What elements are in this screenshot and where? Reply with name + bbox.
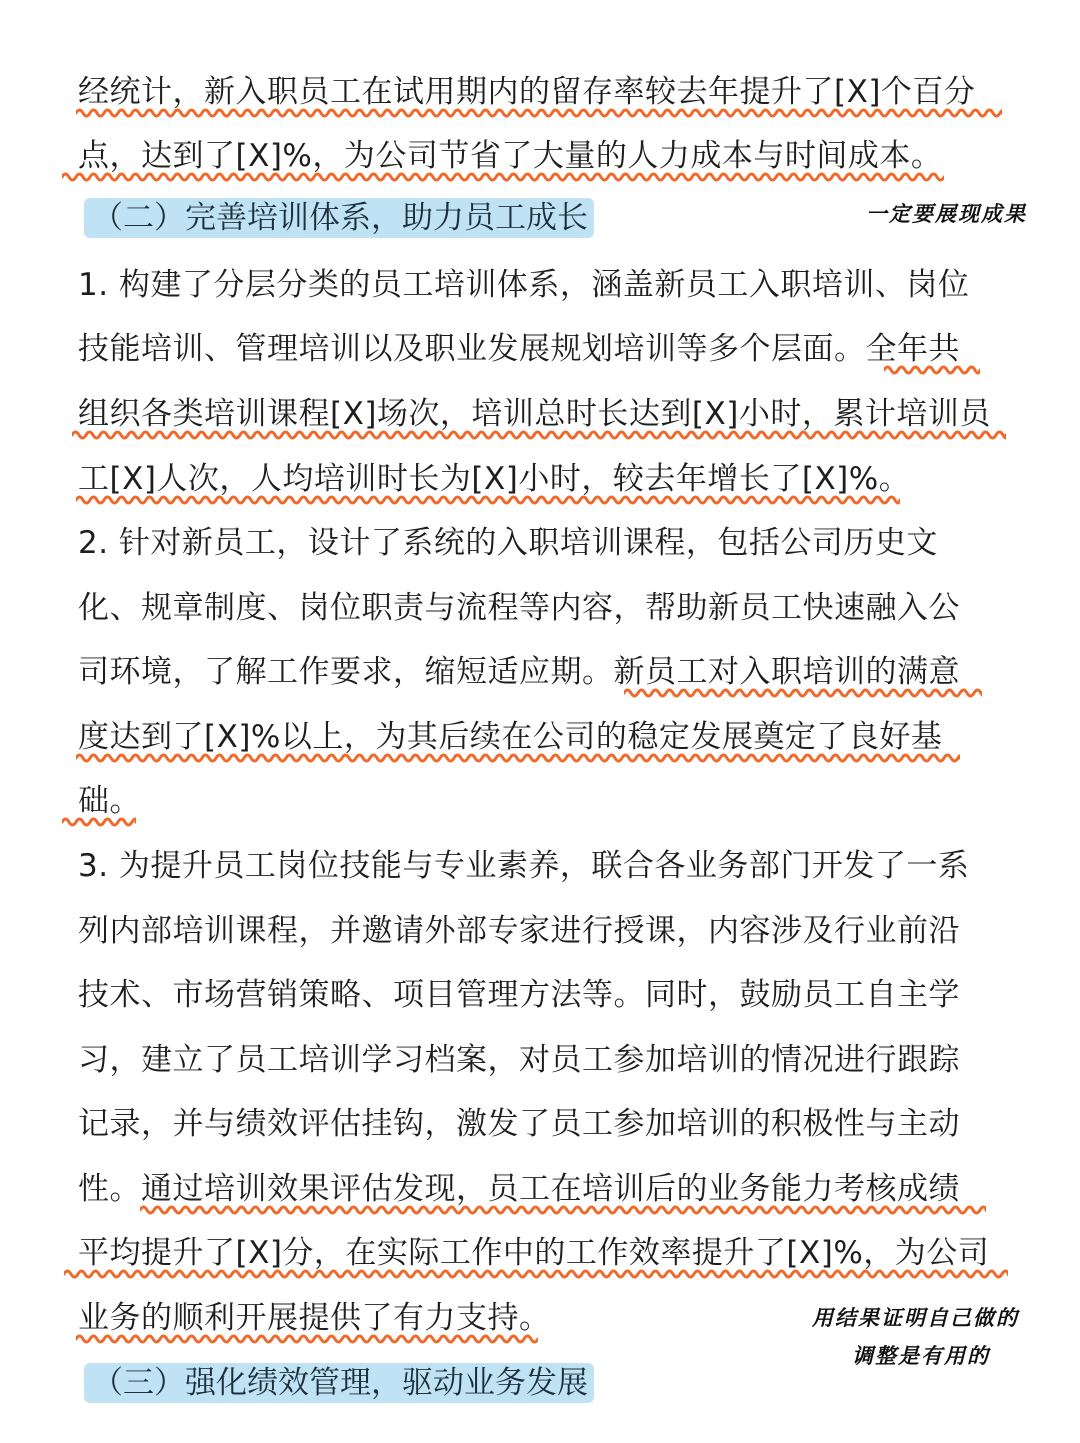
wavy-underline [62, 815, 136, 829]
text-line: 度达到了[X]%以上，为其后续在公司的稳定发展奠定了良好基 [78, 719, 943, 755]
wavy-underline [62, 170, 944, 184]
margin-annotation: 调整是有用的 [852, 1343, 990, 1368]
text-line: 工[X]人次，人均培训时长为[X]小时，较去年增长了[X]%。 [78, 461, 911, 497]
text-line: 组织各类培训课程[X]场次，培训总时长达到[X]小时，累计培训员 [78, 396, 991, 432]
section-heading-training: （二）完善培训体系，助力员工成长 [84, 198, 594, 238]
wavy-underline [76, 493, 900, 507]
wavy-underline [76, 751, 960, 765]
text-line: 础。 [78, 783, 141, 819]
text-line: 司环境，了解工作要求，缩短适应期。新员工对入职培训的满意 [78, 654, 960, 690]
text-line: 1. 构建了分层分类的员工培训体系，涵盖新员工入职培训、岗位 [78, 267, 970, 303]
wavy-underline [64, 1267, 1008, 1281]
text-line: 技术、市场营销策略、项目管理方法等。同时，鼓励员工自主学 [78, 977, 960, 1013]
margin-annotation: 用结果证明自己做的 [812, 1305, 1019, 1330]
wavy-underline [624, 686, 982, 700]
text-line: 2. 针对新员工，设计了系统的入职培训课程，包括公司历史文 [78, 525, 938, 561]
wavy-underline [76, 106, 1002, 120]
text-line: 经统计，新入职员工在试用期内的留存率较去年提升了[X]个百分 [78, 74, 976, 110]
text-line: 平均提升了[X]分，在实际工作中的工作效率提升了[X]%，为公司 [78, 1235, 990, 1271]
margin-annotation: 一定要展现成果 [866, 201, 1027, 226]
wavy-underline [884, 363, 980, 377]
text-line: 记录，并与绩效评估挂钩，激发了员工参加培训的积极性与主动 [78, 1106, 960, 1142]
text-line: 业务的顺利开展提供了有力支持。 [78, 1300, 551, 1336]
text-line: 性。通过培训效果评估发现，员工在培训后的业务能力考核成绩 [78, 1171, 960, 1207]
text-line: 3. 为提升员工岗位技能与专业素养，联合各业务部门开发了一系 [78, 848, 970, 884]
text-line: 列内部培训课程，并邀请外部专家进行授课，内容涉及行业前沿 [78, 913, 960, 949]
section-heading-performance: （三）强化绩效管理，驱动业务发展 [84, 1363, 594, 1403]
wavy-underline [76, 1332, 538, 1346]
wavy-underline [140, 1203, 986, 1217]
wavy-underline [72, 428, 1006, 442]
text-line: 技能培训、管理培训以及职业发展规划培训等多个层面。全年共 [78, 331, 960, 367]
text-line: 习，建立了员工培训学习档案，对员工参加培训的情况进行跟踪 [78, 1042, 960, 1078]
text-line: 点，达到了[X]%，为公司节省了大量的人力成本与时间成本。 [78, 138, 943, 174]
text-line: 化、规章制度、岗位职责与流程等内容，帮助新员工快速融入公 [78, 590, 960, 626]
